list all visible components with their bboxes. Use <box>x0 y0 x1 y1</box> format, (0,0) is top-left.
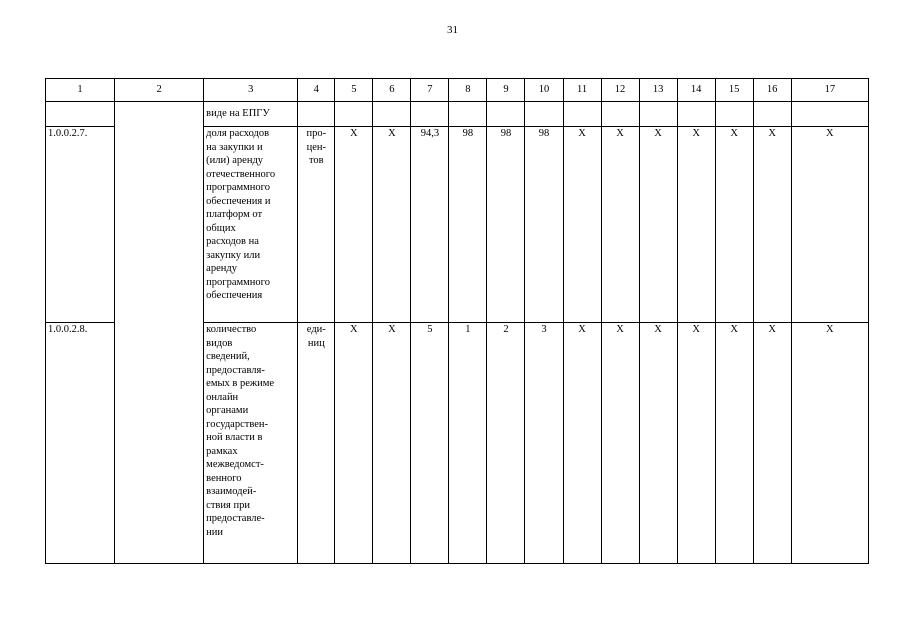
value-cell: 98 <box>449 127 487 323</box>
value-cell: X <box>563 127 601 323</box>
column-header: 8 <box>449 79 487 102</box>
value-cell: X <box>791 323 868 564</box>
column-header: 6 <box>373 79 411 102</box>
value-cell: X <box>639 323 677 564</box>
column-header: 17 <box>791 79 868 102</box>
value-cell: X <box>791 127 868 323</box>
value-cell: 2 <box>487 323 525 564</box>
row-unit: про- цен- тов <box>298 127 335 323</box>
table-cell <box>753 102 791 127</box>
value-cell: X <box>753 127 791 323</box>
table-cell <box>677 102 715 127</box>
row-unit: еди- ниц <box>298 323 335 564</box>
table-cell <box>601 102 639 127</box>
table-cell <box>791 102 868 127</box>
row-description: количество видов сведений, предоставля- емых в режиме онлайн органами государствен- ной власти в рамках межведомст- венного взаимодей- ствия при предоставле- нии <box>204 323 298 564</box>
value-cell: 94,3 <box>411 127 449 323</box>
continuation-description: виде на ЕПГУ <box>204 102 298 127</box>
indicators-table <box>45 78 869 564</box>
column-header: 4 <box>298 79 335 102</box>
column-header: 1 <box>46 79 115 102</box>
column-header: 14 <box>677 79 715 102</box>
value-cell: X <box>715 127 753 323</box>
value-cell: X <box>373 127 411 323</box>
table-cell <box>525 102 563 127</box>
value-cell: 98 <box>525 127 563 323</box>
table-cell <box>639 102 677 127</box>
value-cell: 98 <box>487 127 525 323</box>
column-header: 15 <box>715 79 753 102</box>
page-number: 31 <box>447 24 458 36</box>
table-cell <box>298 102 335 127</box>
value-cell: X <box>639 127 677 323</box>
table-cell <box>335 102 373 127</box>
table-cell <box>715 102 753 127</box>
table-cell <box>373 102 411 127</box>
column-header: 3 <box>204 79 298 102</box>
table-cell <box>449 102 487 127</box>
column-header: 2 <box>115 79 204 102</box>
table-cell <box>46 102 115 127</box>
column-header: 9 <box>487 79 525 102</box>
table-cell <box>563 102 601 127</box>
column-header: 12 <box>601 79 639 102</box>
column-header: 13 <box>639 79 677 102</box>
value-cell: X <box>753 323 791 564</box>
value-cell: X <box>677 323 715 564</box>
continuation-row <box>46 102 869 127</box>
column-header: 5 <box>335 79 373 102</box>
row-description: доля расходов на закупки и (или) аренду отечественного программного обеспечения и платформ от общих расходов на закупку или аренду программного обеспечения <box>204 127 298 323</box>
value-cell: X <box>601 127 639 323</box>
value-cell: 1 <box>449 323 487 564</box>
value-cell: 5 <box>411 323 449 564</box>
row-code: 1.0.0.2.7. <box>46 127 115 323</box>
header-row <box>46 79 869 102</box>
column-header: 16 <box>753 79 791 102</box>
value-cell: X <box>373 323 411 564</box>
value-cell: X <box>715 323 753 564</box>
value-cell: X <box>335 127 373 323</box>
row-code: 1.0.0.2.8. <box>46 323 115 564</box>
value-cell: X <box>677 127 715 323</box>
value-cell: X <box>563 323 601 564</box>
column-header: 7 <box>411 79 449 102</box>
table-cell <box>411 102 449 127</box>
value-cell: X <box>335 323 373 564</box>
merged-cell-col-2 <box>115 102 204 564</box>
column-header: 10 <box>525 79 563 102</box>
value-cell: X <box>601 323 639 564</box>
table-cell <box>487 102 525 127</box>
value-cell: 3 <box>525 323 563 564</box>
column-header: 11 <box>563 79 601 102</box>
